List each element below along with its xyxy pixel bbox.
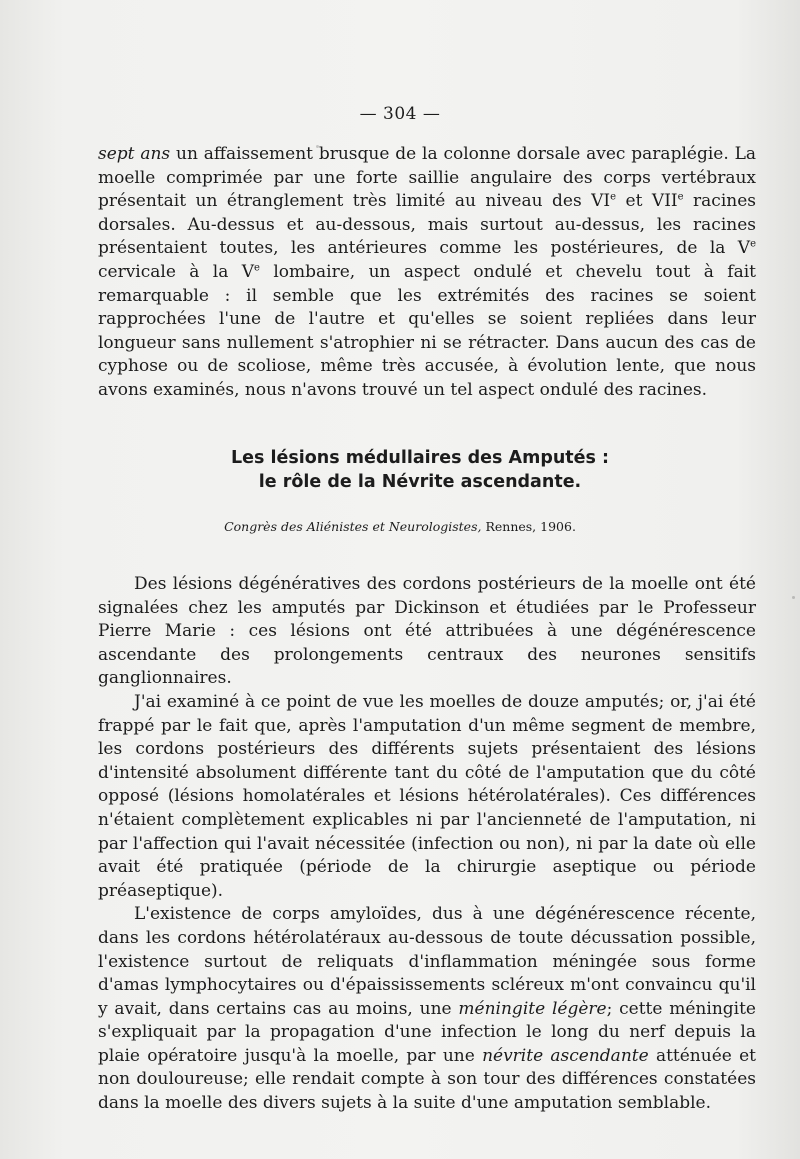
- intro-text-2: et VII: [616, 191, 678, 212]
- intro-text-4: cervicale à la V: [98, 261, 255, 282]
- section-heading-line-2: le rôle de la Névrite ascendante.: [258, 472, 582, 492]
- body-paragraph-2: J'ai examiné à ce point de vue les moelles de douze amputés; or, j'ai été frappé par le fait que, après l'amputation d'un même segment de membre, les cordons postérieurs des différents sujets présentaient des lésions d'intensité absolument différente tant du côté de l'amputation que du côté opposé (lésions homolatérales et lésions hétérolatérales). Ces différences n'étaient complètement explicables ni par l'ancienneté de l'amputation, ni par l'affection qui l'avait nécessitée (infection ou non), ni par la date où elle avait été pratiquée (période de la chirurgie aseptique ou période préaseptique).: [98, 691, 756, 901]
- section-heading-line-1: Les lésions médullaires des Amputés :: [230, 448, 610, 468]
- article-body: [98, 573, 756, 1116]
- paper-speck: [792, 596, 795, 599]
- intro-sup-4: e: [254, 262, 260, 274]
- citation: [0, 519, 800, 534]
- intro-sup-2: e: [677, 191, 684, 203]
- body-p3-text-a: L'existence de corps amyloïdes, dus à une dégénérescence récente, dans les cordons hétérolatéraux au-dessous de toute décussation possible, l'existence surtout de reliquats d'inflammation méningée sous forme d'amas lymphocytaires ou d'épaississements scléreux m'ont convaincu qu'il y avait, dans certains cas au moins, une: [98, 904, 756, 1019]
- intro-lead-italic: sept ans: [98, 144, 171, 164]
- body-paragraph-1: Des lésions dégénératives des cordons postérieurs de la moelle ont été signalées chez les amputés par Dickinson et étudiées par le Professeur Pierre Marie : ces lésions ont été attribuées à une dégénérescence ascendante des prolongements centraux des neurones sensitifs ganglionnaires.: [98, 574, 756, 689]
- body-p3-italic-2: névrite ascendante: [482, 1045, 649, 1066]
- paper-speck: [468, 393, 470, 395]
- intro-text-1: un affaissement brusque de la colonne dorsale avec paraplégie. La moelle comprimée par une forte saillie angulaire des corps vertébraux présentait un étranglement très limité au niveau des VI: [98, 144, 756, 212]
- intro-sup-1: e: [610, 191, 617, 203]
- body-p3-italic-1: méningite légère: [458, 998, 607, 1019]
- intro-text-5: lombaire, un aspect ondulé et chevelu tout à fait remarquable : il semble que les extrémités des racines se soient rapprochées l'une de l'autre et qu'elles se soient repliées dans leur longueur sans nullement s'atrophier ni se rétracter. Dans aucun des cas de cyphose ou de scoliose, même très accusée, à évolution lente, que nous avons examinés, nous n'avons trouvé un tel aspect ondulé des racines.: [98, 261, 756, 400]
- citation-venue: Congrès des Aliénistes et Neurologistes,: [224, 519, 482, 534]
- intro-text-3: racines dorsales. Au-dessus et au-dessous, mais surtout au-dessus, les racines présentaient toutes, les antérieures comme les postérieures, de la V: [98, 191, 756, 259]
- citation-place-year: Rennes, 1906.: [481, 519, 576, 534]
- body-p3-text-b: ; cette méningite s'expliquait par la propagation d'une infection le long du nerf depuis la plaie opératoire jusqu'à la moelle, par une: [98, 998, 756, 1066]
- section-heading: [0, 446, 800, 494]
- intro-sup-3: e: [750, 238, 756, 250]
- page-number: — 304 —: [359, 104, 441, 124]
- paper-speck: [316, 145, 319, 148]
- body-paragraph-3: [98, 903, 756, 1115]
- body-p3-text-c: atténuée et non douloureuse; elle rendait compte à son tour des différences constatées dans la moelle des divers sujets à la suite d'une amputation semblable.: [98, 1045, 757, 1114]
- intro-paragraph: [98, 143, 756, 403]
